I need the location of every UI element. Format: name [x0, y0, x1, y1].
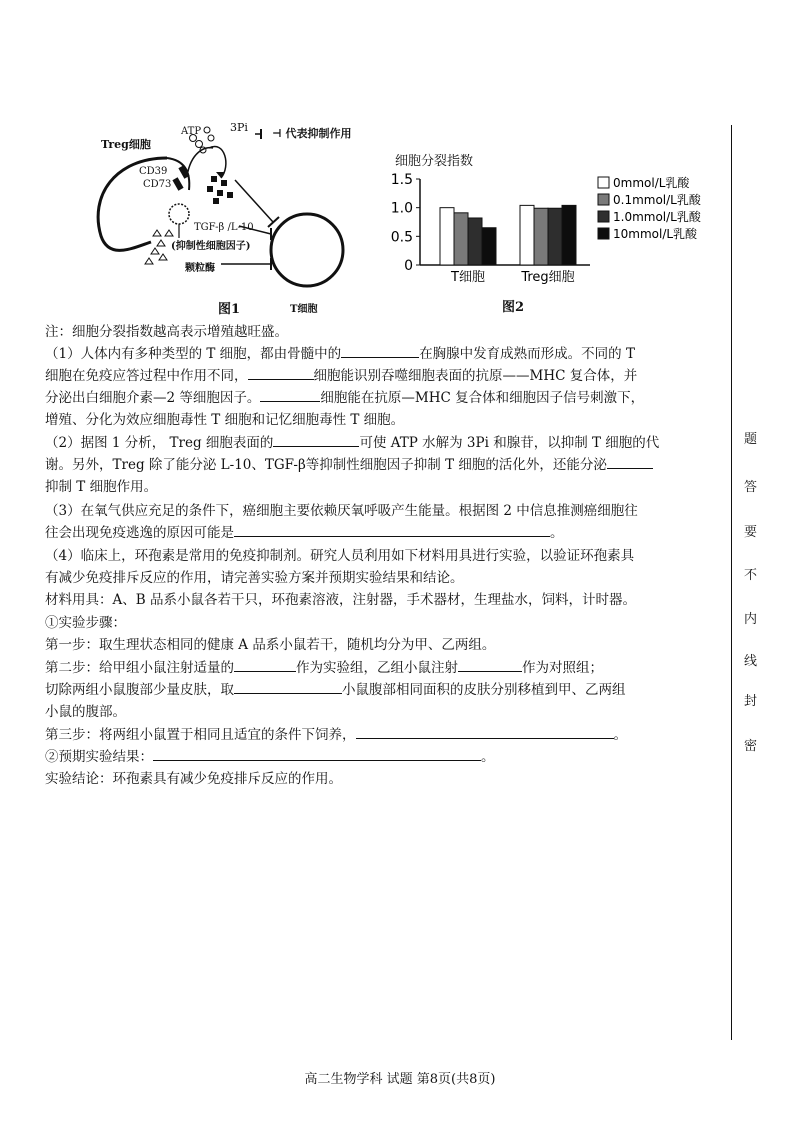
tcell-label: T细胞 [290, 304, 318, 315]
page-footer: 高二生物学科 试题 第8页(共8页) [304, 1072, 496, 1087]
blank-5[interactable] [607, 454, 653, 469]
margin-char: 要 [744, 525, 758, 540]
q3-line2: 往会出现免疫逃逸的原因可能是 。 [45, 521, 564, 541]
inhibit-arrow-1 [235, 180, 273, 222]
expected-result-line: ②预期实验结果： 。 [45, 745, 495, 765]
blank-6[interactable] [234, 522, 550, 537]
bar [440, 208, 454, 265]
step2-line2: 切除两组小鼠腹部少量皮肤，取 小鼠腹部相同面积的皮肤分别移植到甲、乙两组 [45, 678, 626, 698]
bar [520, 205, 534, 265]
atp-label: ATP [181, 126, 202, 137]
blank-4[interactable] [273, 432, 359, 447]
figure-2-chart [390, 145, 720, 315]
margin-char: 题 [744, 432, 758, 447]
q1-line1: （1）人体内有多种类型的 T 细胞，都由骨髓中的 在胸腺中发育成熟而形成。不同的 T [45, 342, 635, 362]
margin-char: 答 [744, 480, 758, 495]
bar [562, 205, 576, 265]
legend-swatch [598, 194, 609, 205]
bar [548, 208, 562, 265]
bar [468, 218, 482, 265]
x-category-label: Treg细胞 [521, 270, 575, 285]
margin-char: 线 [744, 654, 758, 669]
q4-line1: （4）临床上，环孢素是常用的免疫抑制剂。研究人员利用如下材料用具进行实验，以验证环孢素具 [45, 548, 635, 564]
note-line: 注：细胞分裂指数越高表示增殖越旺盛。 [45, 324, 288, 340]
legend-label: 1.0mmol/L乳酸 [613, 210, 701, 224]
x-category-label: T细胞 [451, 270, 485, 285]
q2-line3: 抑制 T 细胞作用。 [45, 479, 158, 495]
y-tick-label: 1.0 [390, 200, 413, 217]
legend-label: 0.1mmol/L乳酸 [613, 193, 701, 207]
blank-8[interactable] [458, 657, 522, 672]
margin-char: 封 [744, 694, 758, 709]
step2-line1: 第二步：给甲组小鼠注射适量的 作为实验组，乙组小鼠注射 作为对照组； [45, 656, 603, 676]
q4-line2: 有减少免疫排斥反应的作用，请完善实验方案并预期实验结果和结论。 [45, 570, 464, 586]
steps-heading: ①实验步骤： [45, 615, 126, 631]
q1-line2: 细胞在免疫应答过程中作用不同， 细胞能识别吞噬细胞表面的抗原——MHC 复合体，并 [45, 364, 637, 384]
conclusion-line: 实验结论：环孢素具有减少免疫排斥反应的作用。 [45, 771, 342, 787]
margin-char: 密 [744, 739, 758, 754]
cd73-label: CD73 [143, 179, 172, 190]
y-tick-label: 0 [404, 258, 413, 274]
step1-line: 第一步：取生理状态相同的健康 A 品系小鼠若干，随机均分为甲、乙两组。 [45, 637, 496, 653]
step3-line: 第三步：将两组小鼠置于相同且适宜的条件下饲养， 。 [45, 723, 627, 743]
granzyme-label: 颗粒酶 [185, 263, 215, 274]
legend-label: 0mmol/L乳酸 [613, 176, 690, 190]
pi-label: 3Pi [230, 121, 248, 134]
legend-swatch [598, 228, 609, 239]
blank-2[interactable] [248, 365, 314, 380]
bar [454, 213, 468, 265]
blank-9[interactable] [234, 679, 342, 694]
q2-line2: 谢。另外，Treg 除了能分泌 L-10、TGF-β等抑制性细胞因子抑制 T 细胞的活化外，还能分泌 [45, 453, 653, 473]
figure-2-caption: 图2 [502, 300, 525, 315]
tgf-label: TGF-β /L-10 [194, 222, 254, 233]
q1-line4: 增殖、分化为效应细胞毒性 T 细胞和记忆细胞毒性 T 细胞。 [45, 412, 405, 428]
t-cell [271, 214, 343, 286]
inhibit-legend: ⊣ 代表抑制作用 [272, 127, 352, 140]
treg-label: Treg细胞 [101, 138, 151, 151]
q3-line1: （3）在氧气供应充足的条件下，癌细胞主要依赖厌氧呼吸产生能量。根据图 2 中信息推测癌细胞往 [45, 503, 638, 519]
adenosine-squares [207, 176, 233, 204]
blank-7[interactable] [234, 657, 296, 672]
q2-line1: （2）据图 1 分析， Treg 细胞表面的 可使 ATP 水解为 3Pi 和腺苷，以抑制 T 细胞的代 [45, 431, 659, 451]
vesicle [169, 204, 189, 224]
margin-char: 内 [744, 612, 758, 627]
blank-1[interactable] [341, 343, 419, 358]
chart-title: 细胞分裂指数 [395, 154, 474, 169]
bar [482, 228, 496, 265]
blank-10[interactable] [356, 724, 614, 739]
inhibit-factor-label: (抑制性细胞因子) [171, 241, 251, 252]
binding-line [731, 125, 732, 1040]
blank-11[interactable] [153, 746, 481, 761]
y-tick-label: 0.5 [390, 229, 413, 246]
bar [534, 208, 548, 265]
legend-swatch [598, 211, 609, 222]
cd39-label: CD39 [139, 166, 168, 177]
legend-label: 10mmol/L乳酸 [613, 227, 698, 241]
granzyme-triangles [145, 230, 173, 264]
figure-1-caption: 图1 [218, 302, 241, 317]
q1-line3: 分泌出白细胞介素—2 等细胞因子。 细胞能在抗原—MHC 复合体和细胞因子信号刺激下， [45, 386, 644, 406]
step2-line3: 小鼠的腹部。 [45, 704, 126, 720]
legend-swatch [598, 177, 609, 188]
y-tick-label: 1.5 [390, 172, 413, 188]
materials-line: 材料用具：A、B 品系小鼠各若干只，环孢素溶液，注射器，手术器材，生理盐水，饲料，计时器。 [45, 592, 636, 608]
blank-3[interactable] [260, 387, 320, 402]
margin-char: 不 [744, 568, 758, 583]
